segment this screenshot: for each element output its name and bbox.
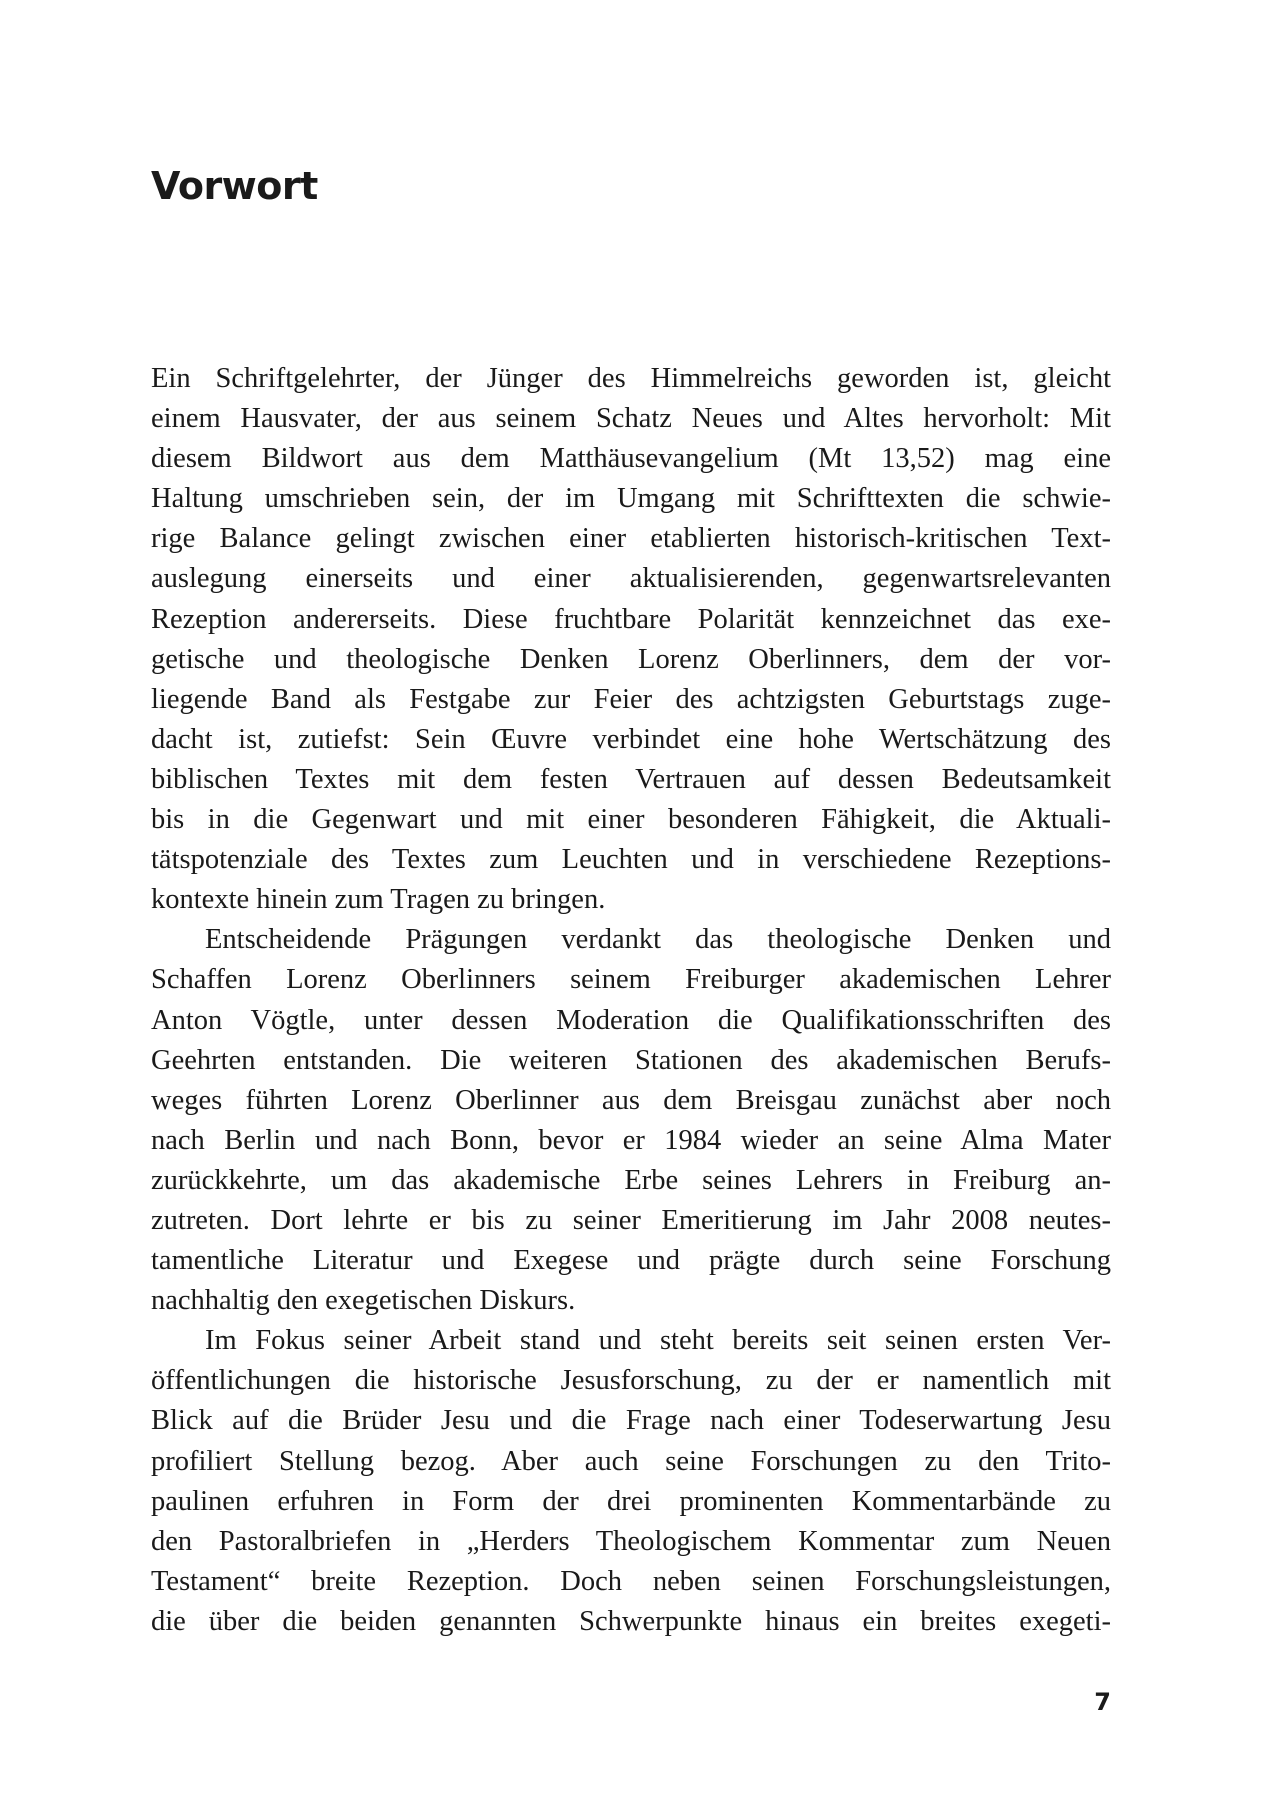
text-line: Blick auf die Brüder Jesu und die Frage nach einer Todeserwartung Jesu — [151, 1405, 1111, 1437]
text-line: auslegung einerseits und einer aktualisierenden, gegenwartsrelevanten — [151, 563, 1111, 595]
text-line: Ein Schriftgelehrter, der Jünger des Himmelreichs geworden ist, gleicht — [151, 363, 1111, 394]
text-line: dacht ist, zutiefst: Sein Œuvre verbindet eine hohe Wertschätzung des — [151, 723, 1111, 755]
text-line: kontexte hinein zum Tragen zu bringen. — [151, 884, 606, 916]
text-line: biblischen Textes mit dem festen Vertrauen auf dessen Bedeutsamkeit — [151, 763, 1111, 795]
text-line: nach Berlin und nach Bonn, bevor er 1984 wieder an seine Alma Mater — [151, 1124, 1111, 1156]
text-line: getische und theologische Denken Lorenz Oberlinners, dem der vor- — [151, 643, 1111, 675]
text-line: einem Hausvater, der aus seinem Schatz Neues und Altes hervorholt: Mit — [151, 403, 1111, 435]
page-title: Vorwort — [151, 164, 318, 208]
text-line: Rezeption andererseits. Diese fruchtbare Polarität kennzeichnet das exe- — [151, 603, 1111, 635]
text-line: diesem Bildwort aus dem Matthäusevangelium (Mt 13,52) mag eine — [151, 443, 1111, 475]
text-line: bis in die Gegenwart und mit einer besonderen Fähigkeit, die Aktuali- — [151, 804, 1111, 836]
text-line: liegende Band als Festgabe zur Feier des achtzigsten Geburtstags zuge- — [151, 683, 1111, 715]
text-line: paulinen erfuhren in Form der drei prominenten Kommentarbände zu — [151, 1485, 1111, 1517]
paragraph — [151, 359, 1111, 920]
text-line: tamentliche Literatur und Exegese und prägte durch seine Forschung — [151, 1245, 1111, 1277]
text-line: Entscheidende Prägungen verdankt das theologische Denken und — [205, 924, 1111, 956]
text-line: den Pastoralbriefen in „Herders Theologischem Kommentar zum Neuen — [151, 1525, 1111, 1557]
paragraph — [151, 920, 1111, 1321]
text-line: tätspotenziale des Textes zum Leuchten und in verschiedene Rezeptions- — [151, 844, 1111, 876]
text-line: Geehrten entstanden. Die weiteren Stationen des akademischen Berufs- — [151, 1044, 1111, 1076]
text-line: Haltung umschrieben sein, der im Umgang mit Schrifttexten die schwie- — [151, 483, 1111, 515]
paragraph — [151, 1321, 1111, 1642]
text-line: Schaffen Lorenz Oberlinners seinem Freiburger akademischen Lehrer — [151, 964, 1111, 996]
page-number: 7 — [1094, 1688, 1111, 1716]
text-line: nachhaltig den exegetischen Diskurs. — [151, 1285, 576, 1317]
body-text — [151, 359, 1111, 1642]
text-line: Anton Vögtle, unter dessen Moderation die Qualifikationsschriften des — [151, 1004, 1111, 1036]
text-line: rige Balance gelingt zwischen einer etablierten historisch-kritischen Text- — [151, 523, 1111, 555]
text-line: zutreten. Dort lehrte er bis zu seiner Emeritierung im Jahr 2008 neutes- — [151, 1204, 1111, 1236]
text-line: profiliert Stellung bezog. Aber auch seine Forschungen zu den Trito- — [151, 1445, 1111, 1477]
text-line: weges führten Lorenz Oberlinner aus dem Breisgau zunächst aber noch — [151, 1084, 1111, 1116]
text-line: öffentlichungen die historische Jesusforschung, zu der er namentlich mit — [151, 1365, 1111, 1397]
text-line: zurückkehrte, um das akademische Erbe seines Lehrers in Freiburg an- — [151, 1164, 1111, 1196]
text-line: Testament“ breite Rezeption. Doch neben seinen Forschungsleistungen, — [151, 1565, 1111, 1597]
text-line: die über die beiden genannten Schwerpunkte hinaus ein breites exegeti- — [151, 1605, 1111, 1637]
text-line: Im Fokus seiner Arbeit stand und steht bereits seit seinen ersten Ver- — [205, 1325, 1111, 1357]
